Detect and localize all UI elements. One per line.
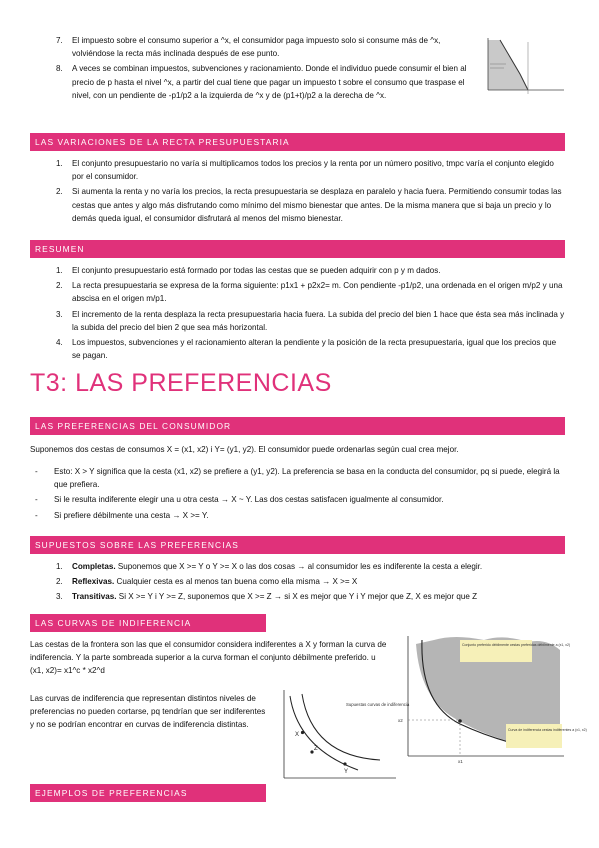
item-number: 4.	[56, 338, 63, 348]
resumen-list	[30, 264, 565, 362]
list-item	[30, 560, 565, 573]
bullet-dash: -	[35, 510, 38, 520]
item-number: 2.	[56, 577, 63, 587]
item-number: 2.	[56, 281, 63, 291]
section-header-resumen: RESUMEN	[30, 240, 565, 258]
item-text: Si le resulta indiferente elegir una u otra cesta → X ~ Y. Las dos cestas satisfacen igualmente al consumidor.	[54, 495, 444, 505]
item-number: 1.	[56, 266, 63, 275]
rationing-tax-figure	[480, 34, 566, 96]
item-text: El conjunto presupuestario está formado por todas las cestas que se pueden adquirir con p y m dados.	[72, 266, 441, 275]
item-text: El conjunto presupuestario no varía si multiplicamos todos los precios y la renta por un número positivo, tmpc varía el conjunto elegido por el consumidor.	[72, 159, 554, 182]
list-item	[30, 34, 470, 60]
list-item	[30, 509, 565, 522]
indifference-curve-figure	[394, 634, 587, 766]
top-list	[30, 34, 470, 102]
list-item	[30, 157, 565, 183]
list-item	[30, 590, 565, 603]
section-header-supuestos: SUPUESTOS SOBRE LAS PREFERENCIAS	[30, 536, 565, 554]
preferencias-bullets	[30, 465, 565, 522]
supuestos-list	[30, 560, 565, 604]
item-text: Esto: X > Y significa que la cesta (x1, x2) se prefiere a (y1, y2). La preferencia se basa en la conducta del consumidor, pq si puede, elegirá la que prefiera.	[54, 467, 560, 490]
item-text: Los impuestos, subvenciones y el racionamiento alteran la pendiente y la posición de la recta presupuestaria, igual que los precios que se pagan.	[72, 338, 557, 361]
item-number: 7.	[56, 36, 63, 45]
point-label-x: X	[295, 732, 300, 738]
item-heading: Reflexivas.	[72, 577, 115, 587]
item-text: Si aumenta la renta y no varía los precios, la recta presupuestaria se desplaza en paralelo y hacia fuera. Permitiendo consumir todas las cestas que antes y algo más disfrutando como mínimo del mismo bienestar que antes. De la misma manera que si baja un precio y lo demás queda igual, el consumidor disfrutará al menos del mismo bienestar.	[72, 187, 562, 223]
item-number: 3.	[56, 309, 63, 319]
list-item	[30, 465, 565, 491]
curvas-paragraph-2: Las curvas de indiferencia que representan distintos niveles de preferencias no pueden cortarse, pq tendrían que ser indiferentes y no se podrían encontrar en curvas de indiferencia distintas.	[30, 694, 266, 730]
axis-label-y: x2	[398, 718, 403, 723]
preferencias-intro: Suponemos dos cestas de consumos X = (x1, x2) i Y= (y1, y2). El consumidor puede ordenarlas según cual crea mejor.	[30, 445, 459, 454]
item-text: El incremento de la renta desplaza la recta presupuestaria hacia fuera. La subida del precio del bien 1 hace que ésta sea más inclinada y la subida del precio del bien 2 que sea más horizontal.	[72, 309, 565, 332]
figure-legend: Supuestas curvas de indiferencia	[346, 702, 410, 707]
section-header-ejemplos: EJEMPLOS DE PREFERENCIAS	[30, 784, 266, 802]
item-number: 1.	[56, 562, 63, 571]
list-item	[30, 493, 565, 506]
section-header-curvas: LAS CURVAS DE INDIFERENCIA	[30, 614, 266, 632]
item-number: 3.	[56, 592, 63, 602]
section-header-variaciones: LAS VARIACIONES DE LA RECTA PRESUPUESTARIA	[30, 133, 565, 151]
indifference-crossing-figure	[272, 686, 410, 790]
item-text: Si X >= Y i Y >= Z, suponemos que X >= Z → si X es mejor que Y i Y mejor que Z, X es mejor que Z	[116, 592, 478, 602]
list-item	[30, 336, 565, 362]
chapter-title: T3: LAS PREFERENCIAS	[30, 369, 332, 397]
item-text: A veces se combinan impuestos, subvenciones y racionamiento. Donde el individuo puede consumir el bien al precio de p hasta el nivel ^x, a partir del cual tiene que pagar un impuesto t sobre el consumo que traspase el nivel, con un pendiente de -p1/p2 a la izquierda de ^x y de (p1+t)/p2 a la derecha de ^x.	[72, 64, 467, 100]
item-text: El impuesto sobre el consumo superior a ^x, el consumidor paga impuesto solo si consume más de ^x, volviéndose la recta más inclinada después de ese punto.	[72, 36, 441, 59]
item-text: Suponemos que X >= Y o Y >= X o las dos cosas → al consumidor les es indiferente la cesta a elegir.	[115, 562, 483, 571]
list-item	[30, 308, 565, 334]
section-header-preferencias: LAS PREFERENCIAS DEL CONSUMIDOR	[30, 417, 565, 435]
item-text: Cualquier cesta es al menos tan buena como ella misma → X >= X	[114, 577, 358, 587]
point-label-y: Y	[344, 769, 349, 775]
list-item	[30, 62, 470, 102]
axis-label-x: x1	[458, 759, 463, 764]
list-item	[30, 264, 565, 277]
item-heading: Transitivas.	[72, 592, 117, 602]
bullet-dash: -	[35, 467, 38, 476]
bullet-dash: -	[35, 495, 38, 505]
item-text: Si prefiere débilmente una cesta → X >= Y.	[54, 510, 209, 520]
curvas-paragraph-1: Las cestas de la frontera son las que el consumidor considera indiferentes a X y forman la curva de indiferencia. Y la parte sombreada superior a la curva forman el conjunto débilmente preferido. u (x1, x2)= x1^c * x2^d	[30, 640, 387, 676]
indifference-curve-label: Curva de indiferencia cestas indiferentes a (x1, x2)	[508, 728, 587, 732]
item-number: 8.	[56, 64, 63, 74]
weakly-preferred-label: Conjunto preferido débilmente cestas preferidas débilmente a (x1, x2)	[462, 643, 571, 647]
item-number: 1.	[56, 159, 63, 168]
variaciones-list	[30, 157, 565, 225]
list-item	[30, 575, 565, 588]
list-item	[30, 185, 565, 225]
item-text: La recta presupuestaria se expresa de la forma siguiente: p1x1 + p2x2= m. Con pendiente -p1/p2, una ordenada en el origen m/p2 y una abscisa en el origen m/p1.	[72, 281, 563, 304]
item-heading: Completas.	[72, 562, 116, 571]
point-label-z: Z	[314, 746, 318, 752]
item-number: 2.	[56, 187, 63, 197]
list-item	[30, 279, 565, 305]
